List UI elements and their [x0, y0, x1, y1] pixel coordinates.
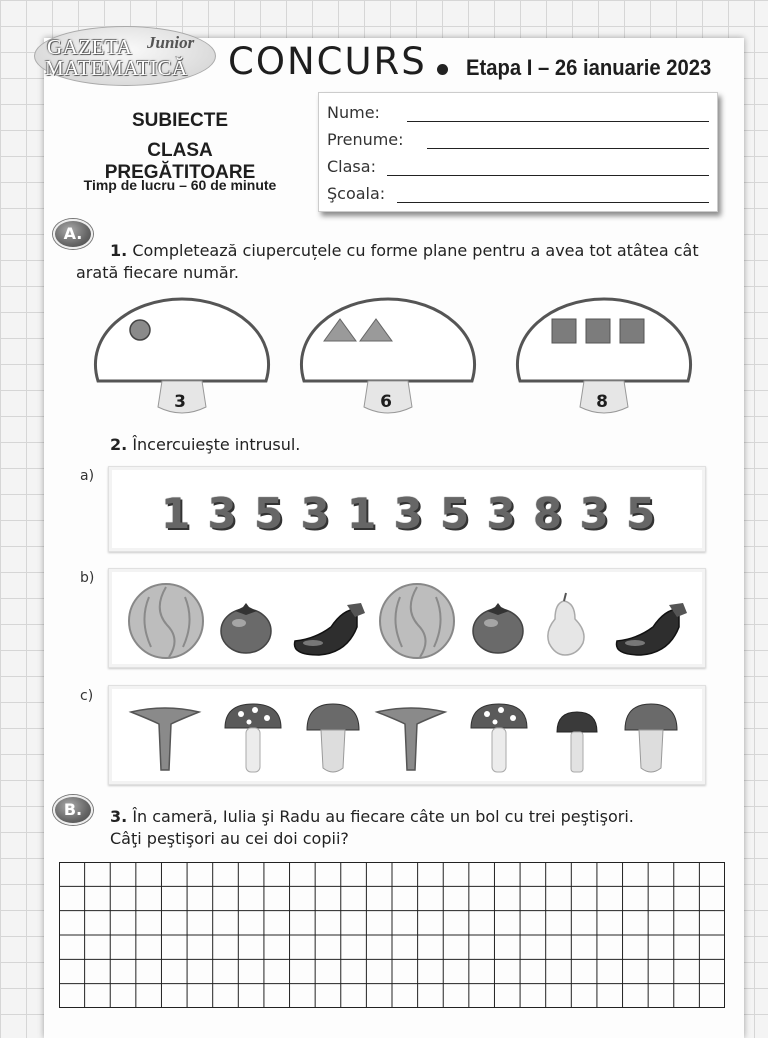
row-a-digits-strip	[108, 466, 706, 552]
answer-grid[interactable]	[59, 862, 725, 1008]
logo-text-matematica: MATEMATICĂ	[45, 56, 188, 80]
digit-item[interactable]: 3	[579, 489, 609, 538]
row-b-label: b)	[80, 570, 95, 586]
school-field[interactable]	[397, 202, 709, 203]
digit-item[interactable]: 5	[626, 489, 656, 538]
section-a-badge: A.	[53, 219, 93, 249]
task-1-text	[76, 240, 726, 284]
pear-icon[interactable]	[548, 593, 584, 655]
digit-item[interactable]: 5	[440, 489, 470, 538]
task-1-instruction: Completează ciupercuțele cu forme plane pentru a avea tot atâtea cât arată fiecare număr.	[76, 241, 699, 282]
name-field[interactable]	[407, 121, 709, 122]
mushroom-number-3: 3	[174, 392, 186, 412]
cabbage-icon[interactable]	[129, 584, 203, 658]
task-3-text	[110, 806, 710, 850]
class-label: Clasa:	[327, 157, 376, 176]
class-title: CLASA PREGĂTITOARE	[104, 140, 256, 183]
task-3-line-1: În cameră, Iulia şi Radu au fiecare câte un bol cu trei peştişori.	[132, 807, 634, 826]
fly-agaric-icon[interactable]	[225, 704, 281, 772]
square-shape	[586, 319, 610, 343]
section-b-badge: B.	[53, 795, 93, 825]
digit-item[interactable]: 1	[347, 489, 377, 538]
mushroom-number-6: 6	[380, 392, 392, 412]
task-2-number: 2.	[110, 435, 128, 454]
digit-item[interactable]: 5	[254, 489, 284, 538]
task-3-line-2: Câţi peştişori au cei doi copii?	[110, 829, 349, 848]
logo-text-gazeta: GAZETA	[47, 35, 133, 59]
square-shape	[620, 319, 644, 343]
bolete-icon[interactable]	[625, 704, 677, 772]
row-c-mushrooms-strip	[108, 685, 706, 785]
eggplant-icon[interactable]	[617, 603, 688, 655]
first-name-label: Prenume:	[327, 130, 404, 149]
circle-shape	[130, 320, 150, 340]
row-a-label: a)	[80, 468, 95, 484]
cabbage-icon[interactable]	[380, 584, 454, 658]
gazeta-matematica-junior-logo	[34, 26, 216, 86]
class-field[interactable]	[387, 175, 709, 176]
tomato-icon[interactable]	[473, 603, 523, 653]
tomato-icon[interactable]	[221, 603, 271, 653]
contest-stage-date: Etapa I – 26 ianuarie 2023	[466, 55, 712, 80]
row-b-vegetables-strip	[108, 568, 706, 668]
digit-item[interactable]: 3	[393, 489, 423, 538]
digit-item[interactable]: 8	[533, 489, 563, 538]
work-time: Timp de lucru – 60 de minute	[83, 177, 277, 193]
task-2-instruction: Încercuieşte intrusul.	[132, 435, 301, 454]
mushroom-number-8: 8	[596, 392, 608, 412]
eggplant-icon[interactable]	[295, 603, 366, 655]
school-label: Şcoala:	[327, 184, 386, 203]
subject-title: SUBIECTE	[131, 110, 229, 131]
bolete-icon[interactable]	[307, 704, 359, 772]
bullet-dot	[437, 64, 448, 75]
square-shape	[552, 319, 576, 343]
small-bolete-icon[interactable]	[557, 712, 597, 772]
digit-item[interactable]: 3	[207, 489, 237, 538]
student-info-form	[318, 92, 718, 212]
contest-title: CONCURS	[228, 40, 427, 83]
chanterelle-icon[interactable]	[131, 708, 199, 770]
task-3-number: 3.	[110, 807, 128, 826]
digit-item[interactable]: 3	[300, 489, 330, 538]
digit-item[interactable]: 1	[161, 489, 191, 538]
digit-item[interactable]: 3	[486, 489, 516, 538]
first-name-field[interactable]	[427, 148, 709, 149]
task-2-text	[110, 434, 300, 456]
logo-text-junior: Junior	[147, 33, 195, 52]
fly-agaric-icon[interactable]	[471, 704, 527, 772]
chanterelle-icon[interactable]	[377, 708, 445, 770]
name-label: Nume:	[327, 103, 380, 122]
task-1-number: 1.	[110, 241, 128, 260]
row-c-label: c)	[80, 688, 94, 704]
